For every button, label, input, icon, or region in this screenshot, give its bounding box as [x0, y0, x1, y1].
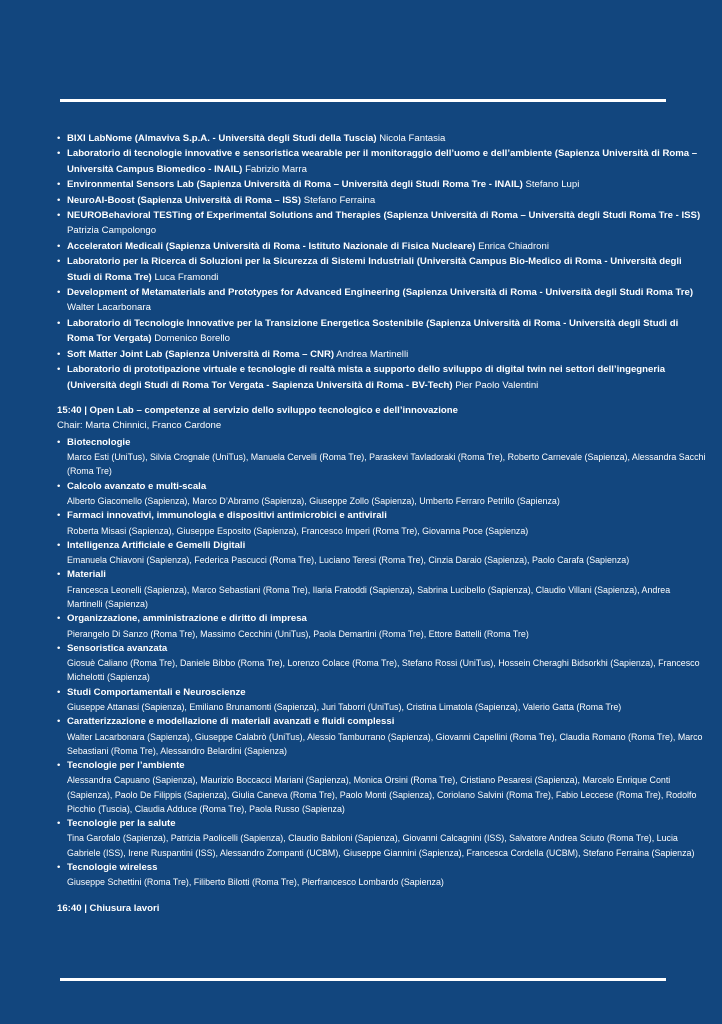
list-item: • NeuroAI-Boost (Sapienza Università di Roma – ISS) Stefano Ferraina — [57, 194, 376, 206]
list-item: • NEUROBehavioral TESTing of Experimental Solutions and Therapies (Sapienza Università di Roma – Università degli Studi Roma Tre - ISS) Patrizia Campolongo — [57, 210, 701, 237]
lab-person: Patrizia Campolongo — [67, 225, 157, 237]
topic-title: Tecnologie per la salute — [67, 818, 176, 830]
topic-title: Tecnologie per l’ambiente — [67, 760, 185, 772]
lab-name: NeuroAI-Boost (Sapienza Università di Roma – ISS) — [67, 194, 302, 206]
list-item: • Tecnologie per la salute Tina Garofalo (Sapienza), Patrizia Paolicelli (Sapienza), Claudio Babiloni (Sapienza), Giovanni Calcagnini (ISS), Salvatore Andrea Sciuto (Roma Tre), Lucia Gabriele (ISS), Irene Ruspantini (ISS), Alessandro Zompanti (UCBM), Giuseppe Giannini (Sapienza), Francesca Cordella (UCBM), Stefano Ferraina (Sapienza) — [57, 816, 707, 860]
list-item: • Laboratorio di Tecnologie Innovative per la Transizione Energetica Sostenibile (Sapienza Università di Roma - Università degli Studi di Roma Tor Vergata) Domenico Borello — [57, 317, 679, 345]
topic-people: Tina Garofalo (Sapienza), Patrizia Paolicelli (Sapienza), Claudio Babiloni (Sapienza), Giovanni Calcagnini (ISS), Salvatore Andrea Sciuto (Roma Tre), Lucia Gabriele (ISS), Irene Ruspantini (ISS), Alessandro Zompanti (UCBM), Giuseppe Giannini (Sapienza), Francesca Cordella (UCBM), Stefano Ferraina (Sapienza) — [67, 833, 695, 858]
lab-person: Stefano Lupi — [525, 179, 580, 191]
closing-line: 16:40 | Chiusura lavori — [57, 903, 160, 915]
lab-person: Fabrizio Marra — [245, 163, 307, 175]
topic-people: Alessandra Capuano (Sapienza), Maurizio Boccacci Mariani (Sapienza), Monica Orsini (Roma Tre), Cristiano Pesaresi (Sapienza), Marcelo Enrique Conti (Sapienza), Paolo De Filippis (Sapienza), Giulia Caneva (Roma Tre), Paolo Monti (Sapienza), Coriolano Salvini (Roma Tre), Fabio Leccese (Roma Tre), Rodolfo Picchio (Tuscia), Claudia Adduce (Roma Tre), Paola Russo (Sapienza) — [67, 775, 697, 814]
list-item: • Organizzazione, amministrazione e diritto di impresa Pierangelo Di Sanzo (Roma Tre), Massimo Cecchini (UniTus), Paola Demartini (Roma Tre), Ettore Battelli (Roma Tre) — [57, 611, 707, 641]
topics-list — [57, 435, 707, 890]
open-lab-heading: 15:40 | Open Lab – competenze al servizio dello sviluppo tecnologico e dell’innovazione — [57, 404, 458, 416]
list-item: • Tecnologie wireless Giuseppe Schettini (Roma Tre), Filiberto Bilotti (Roma Tre), Pierfrancesco Lombardo (Sapienza) — [57, 860, 707, 890]
list-item: • Laboratorio di prototipazione virtuale e tecnologie di realtà mista a supporto dello sviluppo di digital twin nei settori dell’ingegneria (Università degli Studi di Roma Tor Vergata - Sapienza Università di Roma - BV-Tech) Pier Paolo Valentini — [57, 364, 666, 391]
topic-title: Intelligenza Artificiale e Gemelli Digitali — [67, 539, 246, 551]
list-item: • Materiali Francesca Leonelli (Sapienza), Marco Sebastiani (Roma Tre), Ilaria Fratoddi (Sapienza), Sabrina Lucibello (Sapienza), Claudio Villani (Sapienza), Andrea Martinelli (Sapienza) — [57, 567, 707, 611]
lab-name: NEUROBehavioral TESTing of Experimental Solutions and Therapies (Sapienza Università di Roma – Università degli Studi Roma Tre - ISS) — [67, 210, 701, 222]
lab-name: Environmental Sensors Lab (Sapienza Università di Roma – Università degli Studi Roma Tre - INAIL) — [67, 179, 523, 191]
topic-title: Calcolo avanzato e multi-scala — [67, 480, 207, 492]
topic-people: Alberto Giacomello (Sapienza), Marco D’Abramo (Sapienza), Giuseppe Zollo (Sapienza), Umberto Ferraro Petrillo (Sapienza) — [67, 495, 560, 506]
list-item: • Biotecnologie Marco Esti (UniTus), Silvia Crognale (UniTus), Manuela Cervelli (Roma Tre), Paraskevi Tavladoraki (Roma Tre), Roberto Carnevale (Sapienza), Alessandra Sacchi (Roma Tre) — [57, 435, 707, 479]
topic-title: Materiali — [67, 569, 106, 581]
lab-person: Domenico Borello — [154, 333, 230, 345]
list-item: • Studi Comportamentali e Neuroscienze Giuseppe Attanasi (Sapienza), Emiliano Brunamonti (Sapienza), Juri Taborri (UniTus), Cristina Limatola (Sapienza), Valerio Gatta (Roma Tre) — [57, 685, 707, 715]
list-item: • Laboratorio per la Ricerca di Soluzioni per la Sicurezza di Sistemi Industriali (Università Campus Bio-Medico di Roma - Università degli Studi di Roma Tre) Luca Framondi — [57, 256, 682, 283]
lab-name: Laboratorio di tecnologie innovative e sensoristica wearable per il monitoraggio dell’uomo e dell’ambiente (Sapienza Università di Roma – Università Campus Biomedico - INAIL) — [67, 148, 698, 175]
topic-title: Sensoristica avanzata — [67, 642, 168, 654]
topic-title: Tecnologie wireless — [67, 861, 158, 873]
list-item: • Laboratorio di tecnologie innovative e sensoristica wearable per il monitoraggio dell’uomo e dell’ambiente (Sapienza Università di Roma – Università Campus Biomedico - INAIL) Fabrizio Marra — [57, 148, 698, 175]
topic-people: Marco Esti (UniTus), Silvia Crognale (UniTus), Manuela Cervelli (Roma Tre), Paraskevi Tavladoraki (Roma Tre), Roberto Carnevale (Sapienza), Alessandra Sacchi (Roma Tre) — [67, 452, 706, 477]
list-item: • Caratterizzazione e modellazione di materiali avanzati e fluidi complessi Walter Lacarbonara (Sapienza), Giuseppe Calabrò (UniTus), Alessio Tamburrano (Sapienza), Giovanni Capellini (Roma Tre), Claudia Romano (Roma Tre), Marco Sebastiani (Roma Tre), Alessandro Belardini (Sapienza) — [57, 714, 707, 758]
topic-people: Francesca Leonelli (Sapienza), Marco Sebastiani (Roma Tre), Ilaria Fratoddi (Sapienza), Sabrina Lucibello (Sapienza), Claudio Villani (Sapienza), Andrea Martinelli (Sapienza) — [67, 584, 671, 609]
topic-people: Giuseppe Attanasi (Sapienza), Emiliano Brunamonti (Sapienza), Juri Taborri (UniTus), Cristina Limatola (Sapienza), Valerio Gatta (Roma Tre) — [67, 702, 622, 712]
list-item: • Calcolo avanzato e multi-scala Alberto Giacomello (Sapienza), Marco D’Abramo (Sapienza), Giuseppe Zollo (Sapienza), Umberto Ferraro Petrillo (Sapienza) — [57, 479, 707, 509]
topic-title: Organizzazione, amministrazione e diritto di impresa — [67, 613, 307, 625]
topic-people: Giosuè Caliano (Roma Tre), Daniele Bibbo (Roma Tre), Lorenzo Colace (Roma Tre), Stefano Rossi (UniTus), Hossein Cheraghi Bidsorkhi (Sapienza), Francesco Michelotti (Sapienza) — [67, 658, 700, 683]
topic-people: Giuseppe Schettini (Roma Tre), Filiberto Bilotti (Roma Tre), Pierfrancesco Lombardo (Sapienza) — [67, 877, 444, 888]
list-item: • Acceleratori Medicali (Sapienza Università di Roma - Istituto Nazionale di Fisica Nucleare) Enrica Chiadroni — [57, 240, 549, 252]
lab-person: Stefano Ferraina — [303, 194, 376, 206]
lab-person: Enrica Chiadroni — [478, 240, 549, 252]
lab-name: BIXI LabNome (Almaviva S.p.A. - Università degli Studi della Tuscia) — [67, 133, 377, 144]
topic-people: Emanuela Chiavoni (Sapienza), Federica Pascucci (Roma Tre), Luciano Teresi (Roma Tre), Cinzia Daraio (Sapienza), Paolo Carafa (Sapienza) — [67, 555, 630, 566]
lab-name: Laboratorio di Tecnologie Innovative per la Transizione Energetica Sostenibile (Sapienza Università di Roma - Università degli Studi di Roma Tor Vergata) — [67, 317, 679, 345]
program-content — [57, 131, 707, 917]
lab-person: Walter Lacarbonara — [67, 302, 151, 314]
chair-line: Chair: Marta Chinnici, Franco Cardone — [57, 420, 222, 432]
list-item: • BIXI LabNome (Almaviva S.p.A. - Università degli Studi della Tuscia) Nicola Fantasia — [57, 133, 446, 144]
list-item: • Soft Matter Joint Lab (Sapienza Università di Roma – CNR) Andrea Martinelli — [57, 348, 409, 360]
lab-person: Luca Framondi — [154, 271, 219, 283]
topic-people: Roberta Misasi (Sapienza), Giuseppe Esposito (Sapienza), Francesco Imperi (Roma Tre), Giovanna Poce (Sapienza) — [67, 525, 529, 536]
top-divider — [60, 99, 666, 102]
lab-name: Development of Metamaterials and Prototypes for Advanced Engineering (Sapienza Università di Roma - Università degli Studi Roma Tre) — [67, 287, 694, 299]
topic-people: Pierangelo Di Sanzo (Roma Tre), Massimo Cecchini (UniTus), Paola Demartini (Roma Tre), Ettore Battelli (Roma Tre) — [67, 628, 529, 639]
topic-title: Biotecnologie — [67, 436, 131, 448]
list-item: • Development of Metamaterials and Prototypes for Advanced Engineering (Sapienza Università di Roma - Università degli Studi Roma Tre) Walter Lacarbonara — [57, 287, 694, 314]
lab-name: Laboratorio di prototipazione virtuale e tecnologie di realtà mista a supporto dello sviluppo di digital twin nei settori dell’ingegneria (Università degli Studi di Roma Tor Vergata - Sapienza Università di Roma - BV-Tech) — [67, 364, 666, 391]
list-item: • Sensoristica avanzata Giosuè Caliano (Roma Tre), Daniele Bibbo (Roma Tre), Lorenzo Colace (Roma Tre), Stefano Rossi (UniTus), Hossein Cheraghi Bidsorkhi (Sapienza), Francesco Michelotti (Sapienza) — [57, 641, 707, 685]
list-item: • Intelligenza Artificiale e Gemelli Digitali Emanuela Chiavoni (Sapienza), Federica Pascucci (Roma Tre), Luciano Teresi (Roma Tre), Cinzia Daraio (Sapienza), Paolo Carafa (Sapienza) — [57, 538, 707, 568]
lab-name: Laboratorio per la Ricerca di Soluzioni per la Sicurezza di Sistemi Industriali (Università Campus Bio-Medico di Roma - Università degli Studi di Roma Tre) — [67, 256, 682, 283]
lab-person: Pier Paolo Valentini — [455, 379, 539, 391]
bottom-divider — [60, 978, 666, 981]
labs-list — [57, 131, 707, 393]
lab-person: Nicola Fantasia — [379, 133, 446, 144]
list-item: • Environmental Sensors Lab (Sapienza Università di Roma – Università degli Studi Roma Tre - INAIL) Stefano Lupi — [57, 179, 580, 191]
list-item: • Farmaci innovativi, immunologia e dispositivi antimicrobici e antivirali Roberta Misasi (Sapienza), Giuseppe Esposito (Sapienza), Francesco Imperi (Roma Tre), Giovanna Poce (Sapienza) — [57, 508, 707, 538]
lab-name: Soft Matter Joint Lab (Sapienza Università di Roma – CNR) — [67, 348, 335, 360]
lab-person: Andrea Martinelli — [336, 348, 409, 360]
topic-title: Farmaci innovativi, immunologia e dispositivi antimicrobici e antivirali — [67, 510, 387, 522]
topic-title: Caratterizzazione e modellazione di materiali avanzati e fluidi complessi — [67, 716, 395, 728]
list-item: • Tecnologie per l’ambiente Alessandra Capuano (Sapienza), Maurizio Boccacci Mariani (Sapienza), Monica Orsini (Roma Tre), Cristiano Pesaresi (Sapienza), Marcelo Enrique Conti (Sapienza), Paolo De Filippis (Sapienza), Giulia Caneva (Roma Tre), Paolo Monti (Sapienza), Coriolano Salvini (Roma Tre), Fabio Leccese (Roma Tre), Rodolfo Picchio (Tuscia), Claudia Adduce (Roma Tre), Paola Russo (Sapienza) — [57, 758, 707, 816]
topic-people: Walter Lacarbonara (Sapienza), Giuseppe Calabrò (UniTus), Alessio Tamburrano (Sapienza), Giovanni Capellini (Roma Tre), Claudia Romano (Roma Tre), Marco Sebastiani (Roma Tre), Alessandro Belardini (Sapienza) — [67, 731, 703, 756]
lab-name: Acceleratori Medicali (Sapienza Università di Roma - Istituto Nazionale di Fisica Nucleare) — [67, 240, 476, 252]
topic-title: Studi Comportamentali e Neuroscienze — [67, 686, 246, 698]
